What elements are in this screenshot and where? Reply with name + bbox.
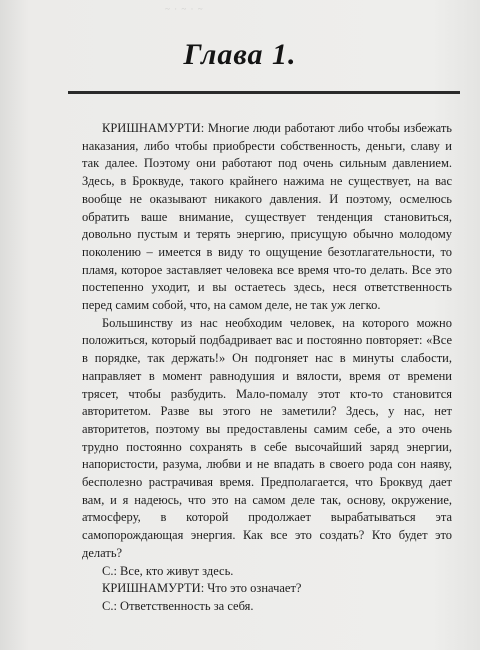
bleed-through-text: ~ · ~ · ~ [165, 4, 204, 14]
body-text [82, 120, 452, 616]
chapter-title: Глава 1. [183, 38, 297, 71]
paragraph: КРИШНАМУРТИ: Что это означает? [102, 581, 302, 596]
paragraph: КРИШНАМУРТИ: Многие люди работают либо чтобы избежать наказания, либо чтобы приобрести собственность, деньги, славу и так далее. Поэтому они работают под очень сильным давлением. Здесь, в Броквуде, такого крайнего нажима не существует, на вас вообще не оказывают никакого давления. И поэтому, осмелюсь обратить ваше внимание, существует тенденция становиться, довольно пустым и терять энергию, присущую обычно молодому поколению – имеется в виду то ощущение безотлагательности, то пламя, которое заставляет человека все время что-то делать. Все это постепенно уходит, и вы остаетесь здесь, неся ответственность перед самим собой, что, на самом деле, не так уж легко. [82, 121, 452, 313]
paragraph: Большинству из нас необходим человек, на которого можно положиться, который подбадривает вас и постоянно повторяет: «Все в порядке, так держать!» Он подгоняет нас в минуты слабости, направляет в момент равнодушия и вялости, время от времени трясет, чтобы разбудить. Мало-помалу этот кто-то становится авторитетом. Разве вы этого не заметили? Здесь, у нас, нет авторитетов, поэтому вы предоставлены самим себе, а это очень трудно постоянно сохранять в себе высочайший заряд энергии, напористости, разума, любви и не впадать в своего рода сон наяву, бесполезно растрачивая время. Предполагается, что Броквуд дает вам, и я надеюсь, что это на самом деле так, основу, окружение, атмосферу, в которой продолжает вырабатываться эта самопорождающая энергия. Как все это создать? Кто будет это делать? [82, 315, 452, 560]
chapter-divider [68, 91, 460, 94]
paragraph: С.: Ответственность за себя. [102, 598, 254, 613]
paragraph: С.: Все, кто живут здесь. [102, 563, 234, 578]
